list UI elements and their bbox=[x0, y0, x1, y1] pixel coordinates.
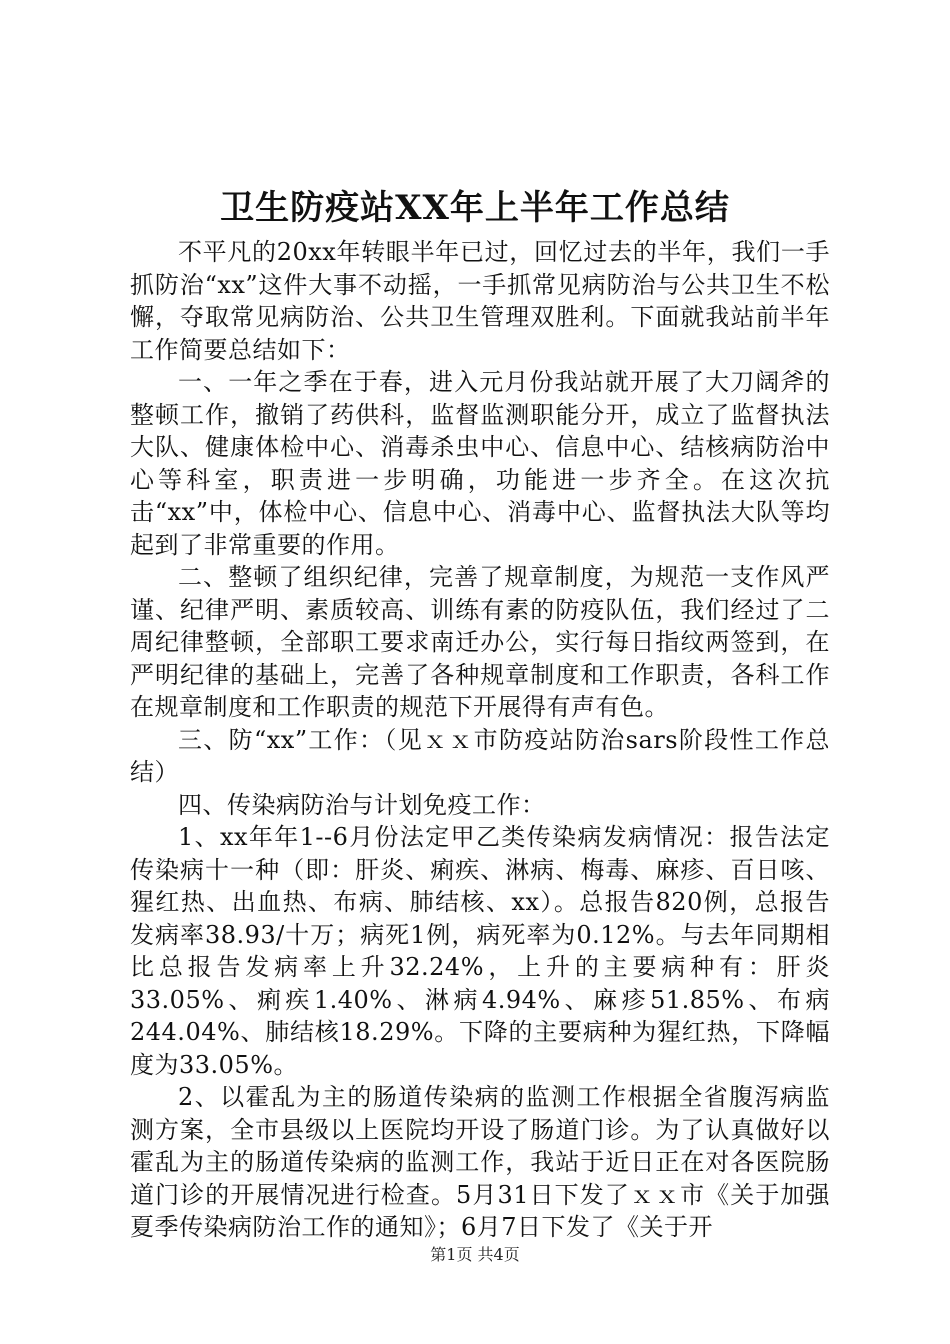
paragraph-item-1: 1、xx年年1--6月份法定甲乙类传染病发病情况：报告法定传染病十一种（即：肝炎、痢疾、淋病、梅毒、麻疹、百日咳、猩红热、出血热、布病、肺结核、xx）。总报告820例，总报告发病率38.93/十万；病死1例，病死率为0.12%。与去年同期相比总报告发病率上升32.24%，上升的主要病种有：肝炎33.05%、痢疾1.40%、淋病4.94%、麻疹51.85%、布病244.04%、肺结核18.29%。下降的主要病种为猩红热，下降幅度为33.05%。 bbox=[130, 823, 830, 1079]
paragraph-section-2: 二、整顿了组织纪律，完善了规章制度，为规范一支作风严谨、纪律严明、素质较高、训练有素的防疫队伍，我们经过了二周纪律整顿，全部职工要求南迁办公，实行每日指纹两签到，在严明纪律的基础上，完善了各种规章制度和工作职责，各科工作在规章制度和工作职责的规范下开展得有声有色。 bbox=[130, 563, 830, 721]
page-number-footer: 第1页 共4页 bbox=[430, 1245, 520, 1264]
paragraph-intro: 不平凡的20xx年转眼半年已过，回忆过去的半年，我们一手抓防治“xx”这件大事不动摇，一手抓常见病防治与公共卫生不松懈，夺取常见病防治、公共卫生管理双胜利。下面就我站前半年工作简要总结如下： bbox=[130, 238, 830, 364]
document-body bbox=[130, 236, 830, 1244]
paragraph-item-2: 2、以霍乱为主的肠道传染病的监测工作根据全省腹泻病监测方案，全市县级以上医院均开设了肠道门诊。为了认真做好以霍乱为主的肠道传染病的监测工作，我站于近日正在对各医院肠道门诊的开展情况进行检查。5月31日下发了ｘｘ市《关于加强夏季传染病防治工作的通知》；6月7日下发了《关于开 bbox=[130, 1083, 830, 1241]
paragraph-section-4-heading: 四、传染病防治与计划免疫工作： bbox=[178, 790, 546, 819]
document-title: 卫生防疫站XX年上半年工作总结 bbox=[220, 188, 730, 228]
paragraph-section-1: 一、一年之季在于春，进入元月份我站就开展了大刀阔斧的整顿工作，撤销了药供科，监督监测职能分开，成立了监督执法大队、健康体检中心、消毒杀虫中心、信息中心、结核病防治中心等科室，职责进一步明确，功能进一步齐全。在这次抗击“xx”中，体检中心、信息中心、消毒中心、监督执法大队等均起到了非常重要的作用。 bbox=[130, 368, 830, 559]
paragraph-section-3: 三、防“xx”工作：（见ｘｘ市防疫站防治sars阶段性工作总结） bbox=[130, 725, 830, 786]
